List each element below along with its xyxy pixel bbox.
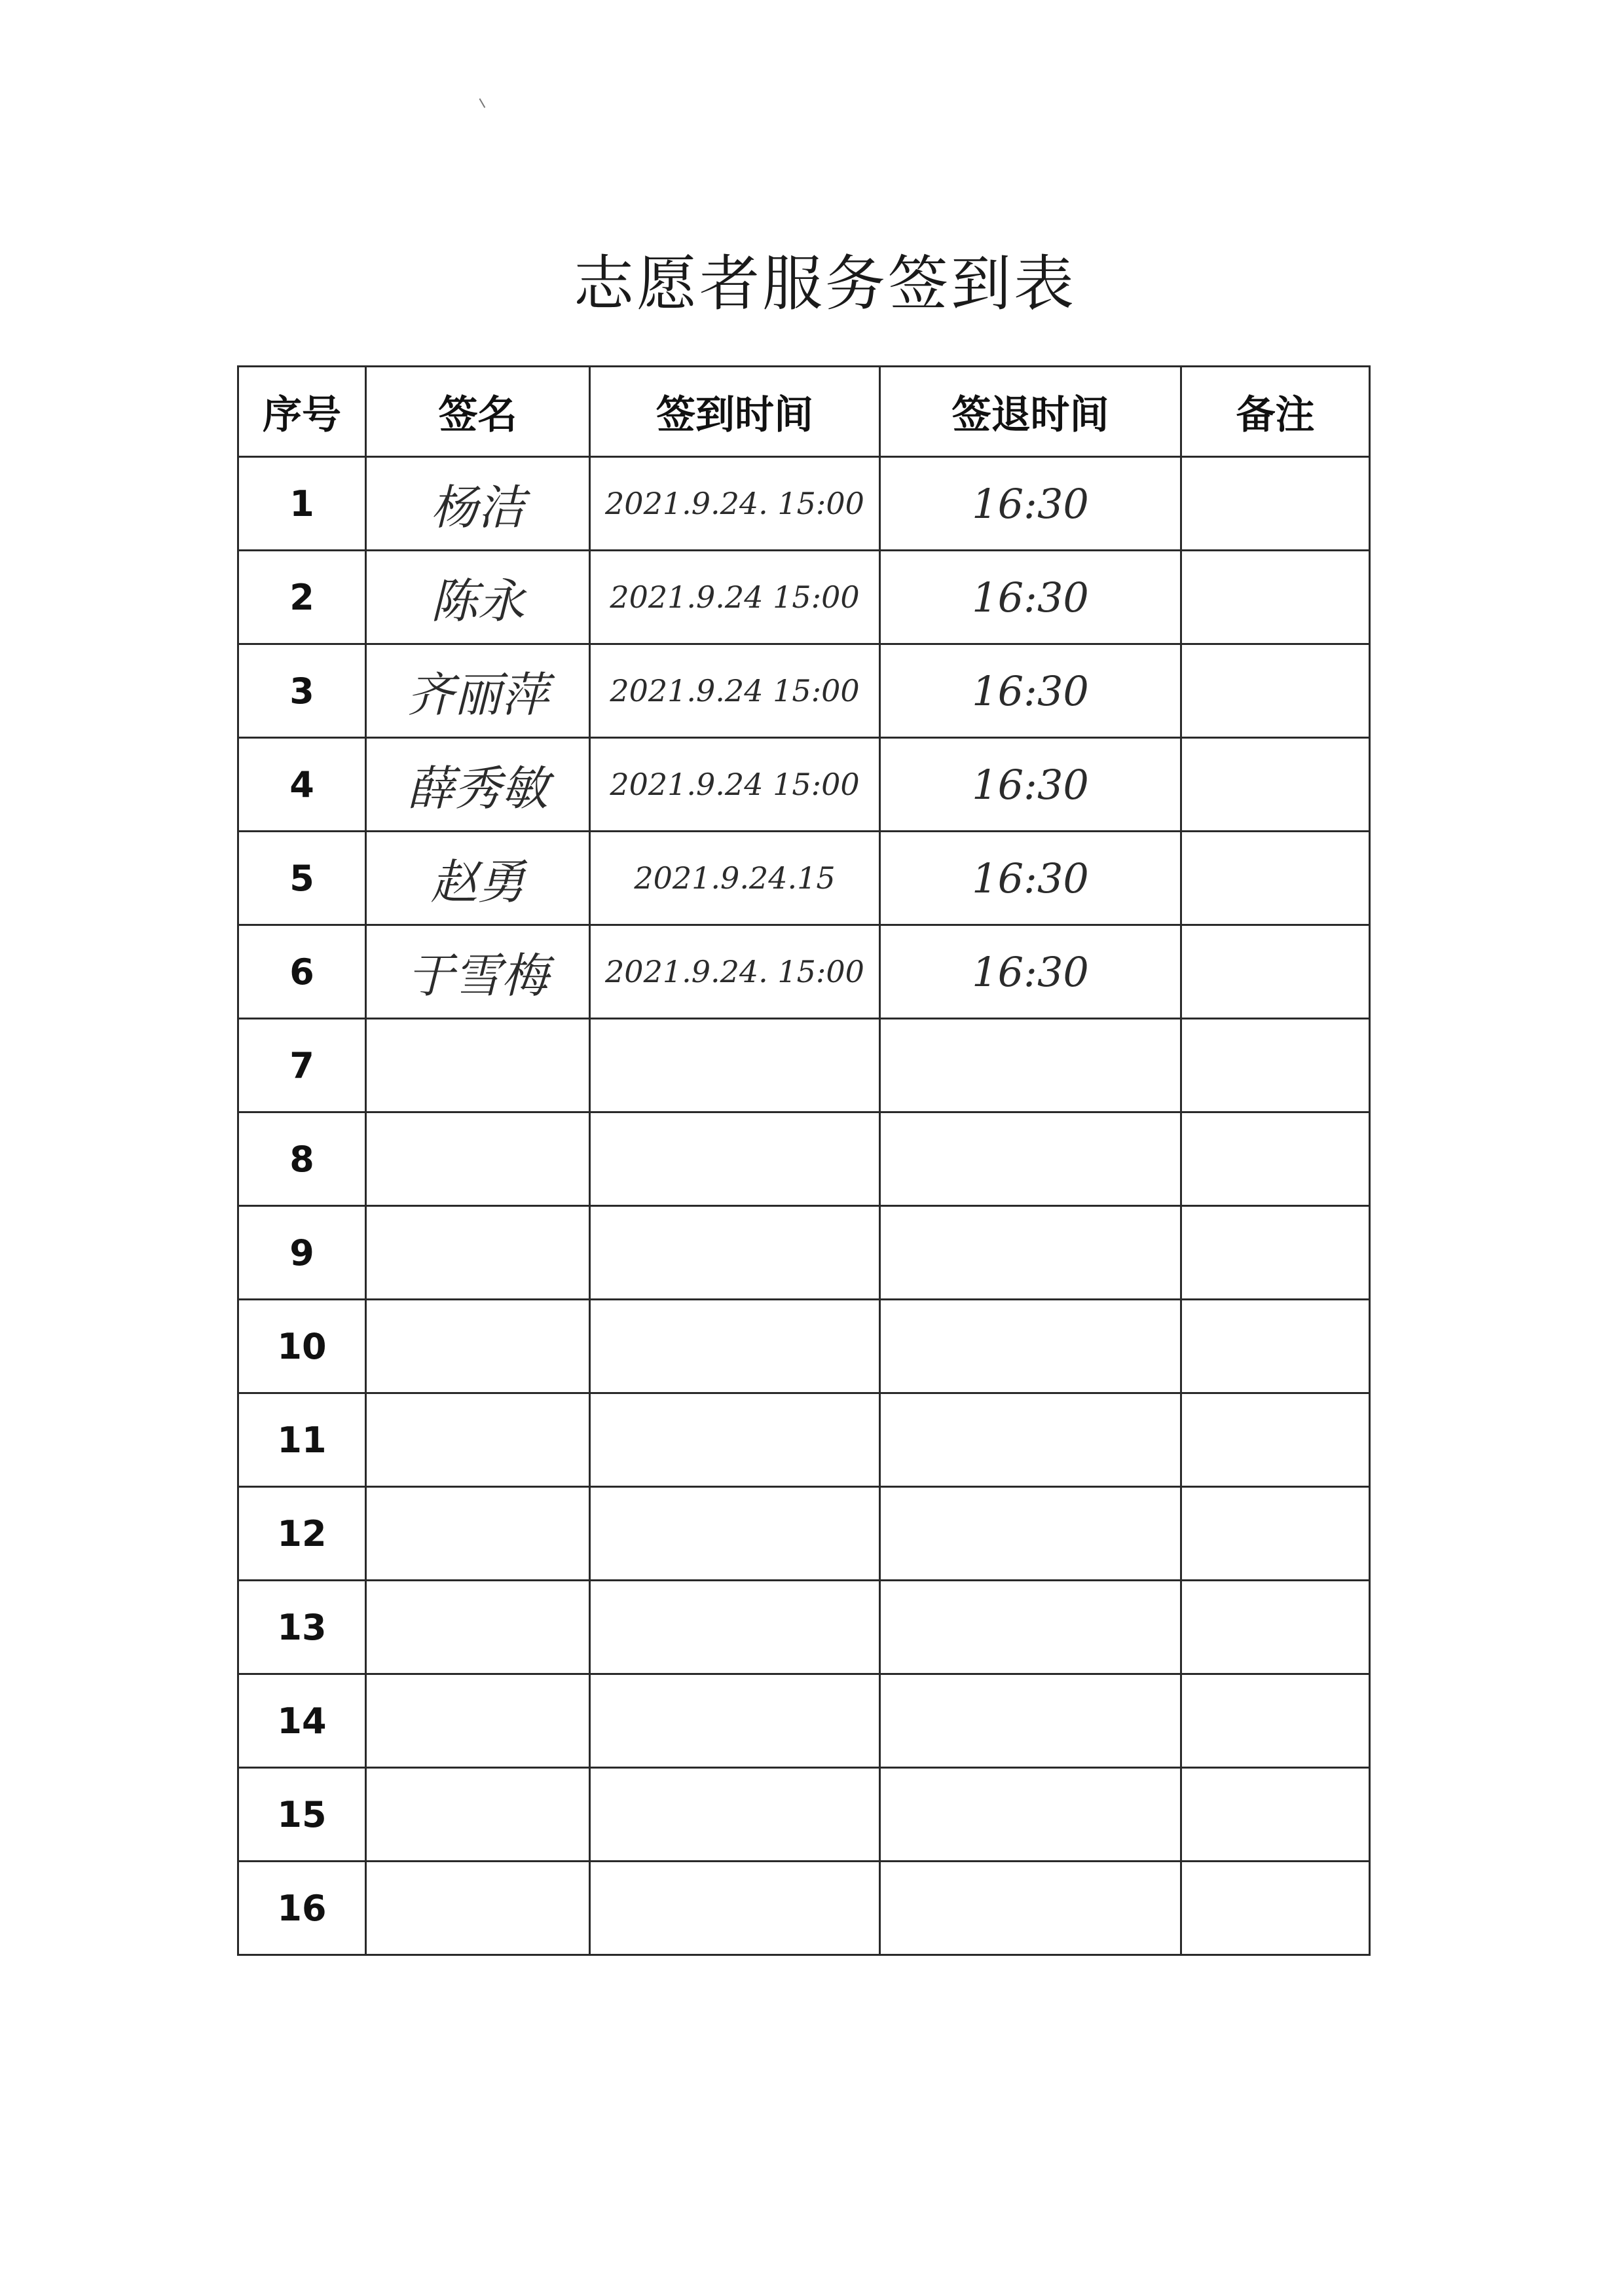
table-row	[238, 1300, 1370, 1393]
table-row	[238, 1393, 1370, 1487]
table-row	[238, 1112, 1370, 1206]
remark	[1181, 1019, 1370, 1112]
checkin-time	[590, 1019, 880, 1112]
remark	[1181, 457, 1370, 551]
signature	[366, 1768, 590, 1862]
remark	[1181, 1206, 1370, 1300]
checkout-time	[880, 1862, 1181, 1955]
table-row	[238, 1768, 1370, 1862]
table-row	[238, 457, 1370, 551]
checkin-time	[590, 1862, 880, 1955]
checkin-time	[590, 1206, 880, 1300]
checkout-time	[880, 1487, 1181, 1581]
row-number: 11	[238, 1393, 366, 1487]
table-row	[238, 1862, 1370, 1955]
signature: 赵勇	[366, 832, 590, 925]
table-row	[238, 1581, 1370, 1674]
checkout-time	[880, 1019, 1181, 1112]
checkin-time	[590, 1393, 880, 1487]
table-row	[238, 738, 1370, 832]
signature	[366, 1581, 590, 1674]
signature	[366, 1019, 590, 1112]
signature	[366, 1112, 590, 1206]
signature	[366, 1487, 590, 1581]
signature: 齐丽萍	[366, 644, 590, 738]
sign-in-table	[237, 365, 1371, 1956]
checkin-time	[590, 1768, 880, 1862]
signature	[366, 1393, 590, 1487]
table-header-row	[238, 367, 1370, 457]
checkout-time: 16:30	[880, 738, 1181, 832]
scan-mark	[479, 96, 489, 108]
row-number: 14	[238, 1674, 366, 1768]
signature	[366, 1862, 590, 1955]
remark	[1181, 551, 1370, 644]
checkout-time: 16:30	[880, 551, 1181, 644]
remark	[1181, 644, 1370, 738]
checkin-time: 2021.9.24. 15:00	[590, 457, 880, 551]
header-checkout: 签退时间	[880, 367, 1181, 457]
signature	[366, 1206, 590, 1300]
checkin-time	[590, 1112, 880, 1206]
row-number: 16	[238, 1862, 366, 1955]
checkout-time: 16:30	[880, 457, 1181, 551]
signature	[366, 1674, 590, 1768]
signature: 薛秀敏	[366, 738, 590, 832]
row-number: 6	[238, 925, 366, 1019]
checkin-time: 2021.9.24 15:00	[590, 551, 880, 644]
checkout-time	[880, 1112, 1181, 1206]
checkout-time: 16:30	[880, 832, 1181, 925]
row-number: 4	[238, 738, 366, 832]
checkout-time	[880, 1581, 1181, 1674]
header-name: 签名	[366, 367, 590, 457]
row-number: 5	[238, 832, 366, 925]
checkout-time: 16:30	[880, 925, 1181, 1019]
table-row	[238, 1206, 1370, 1300]
checkin-time	[590, 1487, 880, 1581]
table-row	[238, 1019, 1370, 1112]
table-row	[238, 832, 1370, 925]
page-title: 志愿者服务签到表	[573, 249, 1077, 319]
row-number: 2	[238, 551, 366, 644]
signature	[366, 1300, 590, 1393]
signature: 陈永	[366, 551, 590, 644]
remark	[1181, 1487, 1370, 1581]
header-no: 序号	[238, 367, 366, 457]
remark	[1181, 1300, 1370, 1393]
table-row	[238, 551, 1370, 644]
row-number: 10	[238, 1300, 366, 1393]
row-number: 12	[238, 1487, 366, 1581]
remark	[1181, 1393, 1370, 1487]
row-number: 13	[238, 1581, 366, 1674]
remark	[1181, 1862, 1370, 1955]
checkin-time	[590, 1300, 880, 1393]
remark	[1181, 1581, 1370, 1674]
row-number: 3	[238, 644, 366, 738]
checkin-time: 2021.9.24 15:00	[590, 644, 880, 738]
checkout-time	[880, 1768, 1181, 1862]
table-row	[238, 925, 1370, 1019]
checkin-time: 2021.9.24.15	[590, 832, 880, 925]
remark	[1181, 1768, 1370, 1862]
row-number: 15	[238, 1768, 366, 1862]
remark	[1181, 1112, 1370, 1206]
remark	[1181, 832, 1370, 925]
checkout-time	[880, 1300, 1181, 1393]
checkin-time: 2021.9.24. 15:00	[590, 925, 880, 1019]
remark	[1181, 1674, 1370, 1768]
checkout-time: 16:30	[880, 644, 1181, 738]
table-row	[238, 644, 1370, 738]
row-number: 9	[238, 1206, 366, 1300]
row-number: 8	[238, 1112, 366, 1206]
row-number: 1	[238, 457, 366, 551]
checkin-time	[590, 1674, 880, 1768]
header-checkin: 签到时间	[590, 367, 880, 457]
checkout-time	[880, 1393, 1181, 1487]
remark	[1181, 925, 1370, 1019]
header-remark: 备注	[1181, 367, 1370, 457]
checkin-time	[590, 1581, 880, 1674]
checkout-time	[880, 1674, 1181, 1768]
signature: 杨洁	[366, 457, 590, 551]
checkout-time	[880, 1206, 1181, 1300]
checkin-time: 2021.9.24 15:00	[590, 738, 880, 832]
table-row	[238, 1674, 1370, 1768]
remark	[1181, 738, 1370, 832]
signature: 于雪梅	[366, 925, 590, 1019]
table-row	[238, 1487, 1370, 1581]
row-number: 7	[238, 1019, 366, 1112]
